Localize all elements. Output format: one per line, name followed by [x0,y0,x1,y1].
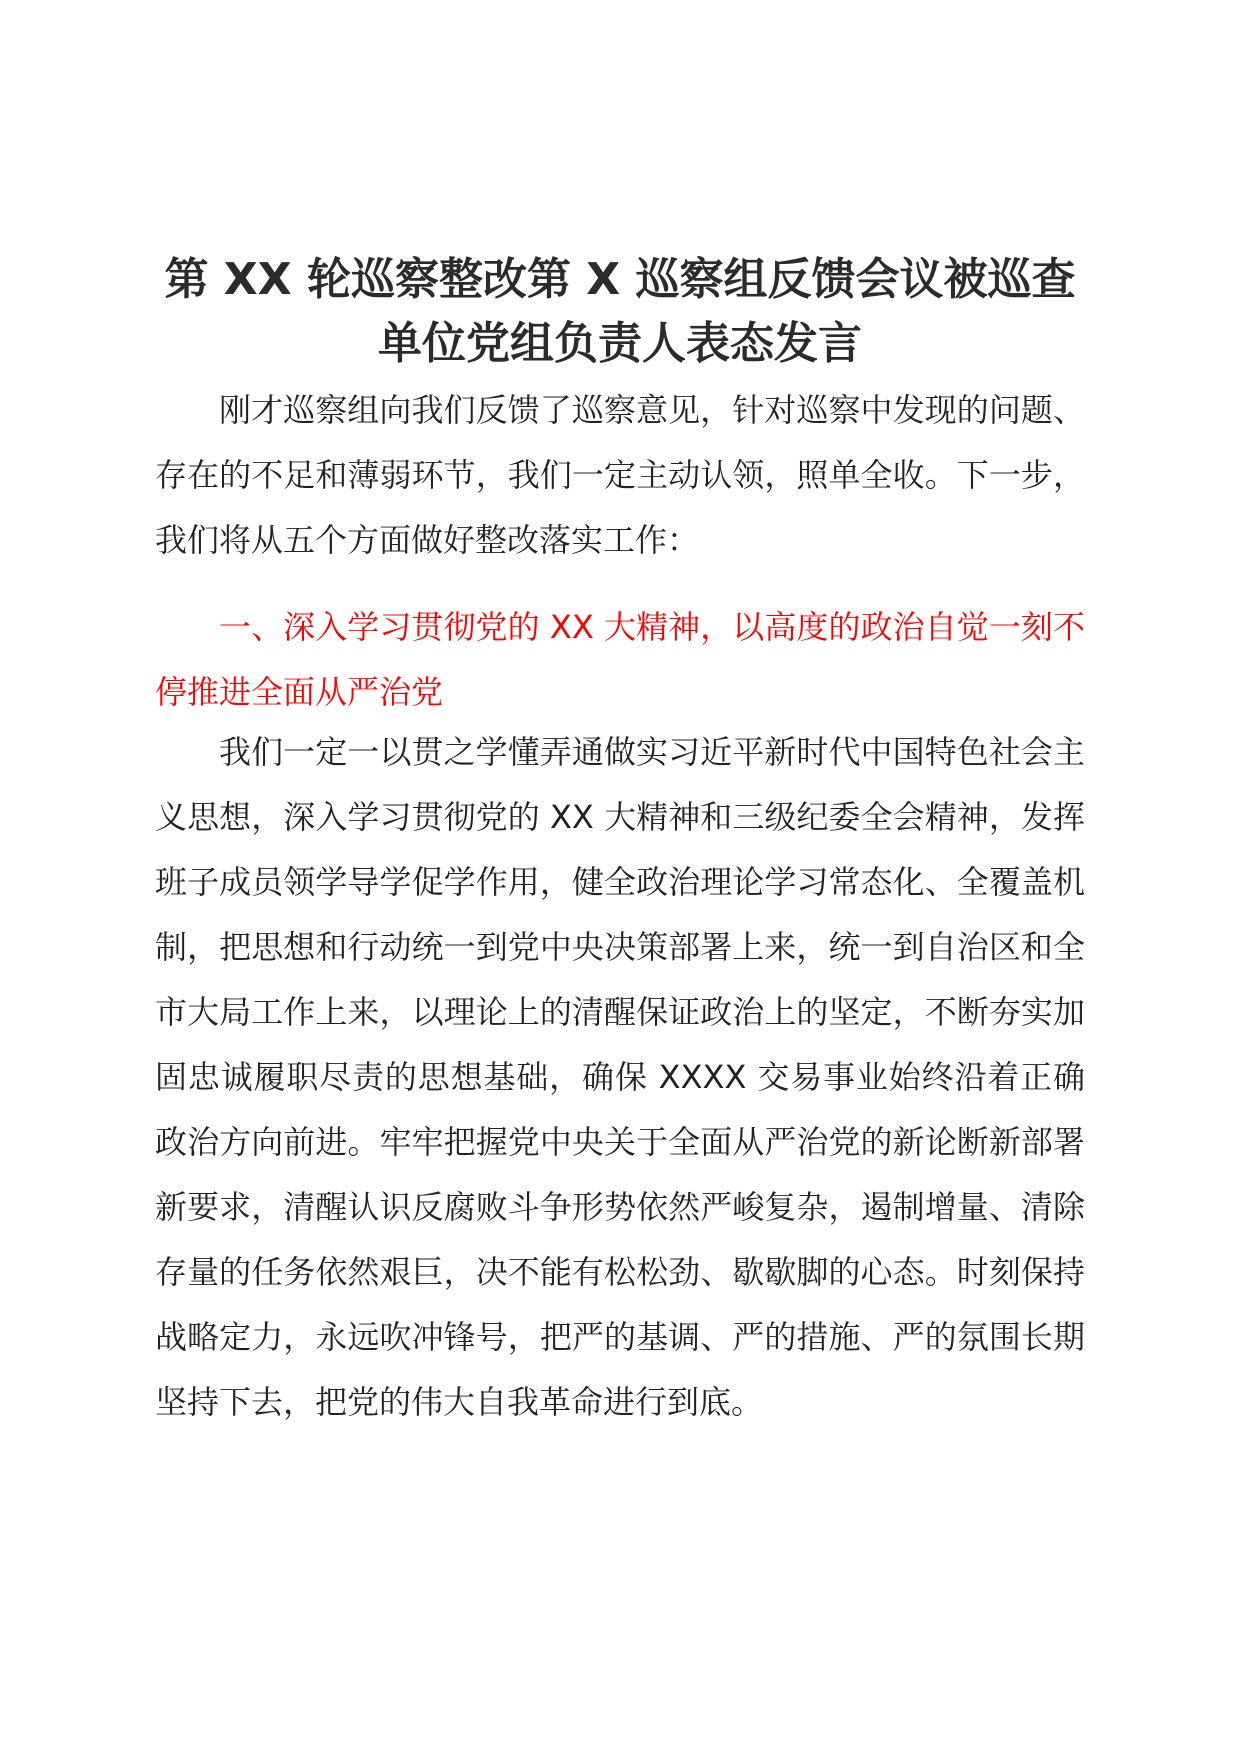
document-title: 第 XX 轮巡察整改第 X 巡察组反馈会议被巡查单位党组负责人表态发言 [164,254,1076,369]
section-heading-1: 一、深入学习贯彻党的 XX 大精神，以高度的政治自觉一刻不停推进全面从严治党 [155,608,1085,711]
section-1-paragraph: 我们一定一以贯之学懂弄通做实习近平新时代中国特色社会主义思想，深入学习贯彻党的 XX 大精神和三级纪委全会精神，发挥班子成员领学导学促学作用，健全政治理论学习常态化、全覆盖机制，把思想和行动统一到党中央决策部署上来，统一到自治区和全市大局工作上来，以理论上的清醒保证政治上的坚定，不断夯实加固忠诚履职尽责的思想基础，确保 XXXX 交易事业始终沿着正确政治方向前进。牢牢把握党中央关于全面从严治党的新论断新部署新要求，清醒认识反腐败斗争形势依然严峻复杂，遏制增量、清除存量的任务依然艰巨，决不能有松松劲、歇歇脚的心态。时刻保持战略定力，永远吹冲锋号，把严的基调、严的措施、严的氛围长期坚持下去，把党的伟大自我革命进行到底。 [155,733,1085,1421]
intro-paragraph: 刚才巡察组向我们反馈了巡察意见，针对巡察中发现的问题、存在的不足和薄弱环节，我们一定主动认领，照单全收。下一步，我们将从五个方面做好整改落实工作： [155,391,1085,559]
